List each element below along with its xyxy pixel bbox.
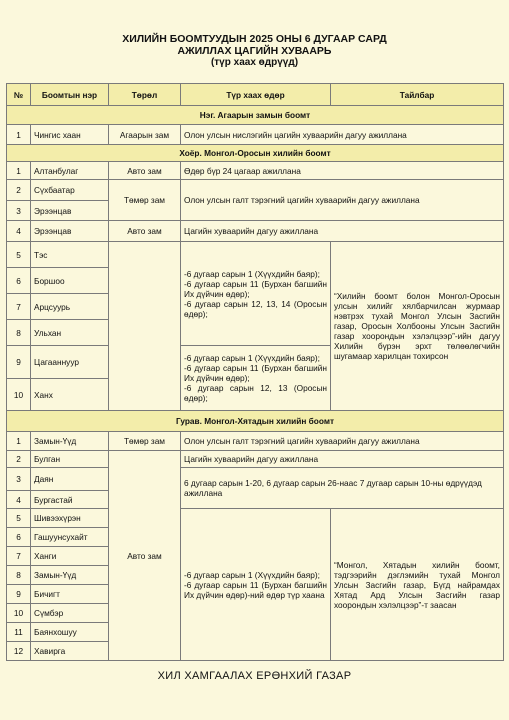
row-no: 6: [7, 268, 31, 294]
table-header-row: [7, 84, 504, 106]
row-no: 1: [7, 432, 31, 451]
closure-dates: -6 дугаар сарын 1 (Хүүхдийн баяр); -6 дугаар сарын 11 (Бурхан багшийн Их дүйчин өдөр); -6 дугаар сарын 12, 13 (Оросын өдөр);: [181, 346, 331, 411]
row-no: 8: [7, 566, 31, 585]
port-name: Бичигт: [31, 585, 109, 604]
schedule-table: [6, 83, 504, 661]
port-type: Агаарын зам: [109, 125, 181, 145]
row-no: 12: [7, 642, 31, 661]
port-name: Баянхошуу: [31, 623, 109, 642]
port-type: Авто зам: [109, 451, 181, 661]
table-row: [7, 125, 504, 145]
port-name: Шивээхүрэн: [31, 509, 109, 528]
header-no: №: [7, 84, 31, 106]
row-no: 5: [7, 509, 31, 528]
port-name: Алтанбулаг: [31, 162, 109, 180]
title-line-1: ХИЛИЙН БООМТУУДЫН 2025 ОНЫ 6 ДУГААР САРД: [122, 33, 387, 45]
port-type: Төмөр зам: [109, 432, 181, 451]
port-type: Авто зам: [109, 221, 181, 242]
header-note: Тайлбар: [331, 84, 504, 106]
row-no: 6: [7, 528, 31, 547]
row-no: 10: [7, 604, 31, 623]
table-row: [7, 451, 504, 468]
port-name: Эрээнцав: [31, 201, 109, 221]
port-name: Боршоо: [31, 268, 109, 294]
schedule-text: Цагийн хуваарийн дагуу ажиллана: [181, 221, 504, 242]
section-title-china: Гурав. Монгол-Хятадын хилийн боомт: [7, 411, 504, 432]
row-no: 1: [7, 162, 31, 180]
row-no: 1: [7, 125, 31, 145]
port-name: Сүмбэр: [31, 604, 109, 623]
document-title: [0, 33, 509, 69]
port-name: Ульхан: [31, 320, 109, 346]
port-note: “Монгол, Хятадын хилийн боомт, тэдгээрийн дэглэмийн тухай Монгол Улсын Засгийн газар, Бүгд найрамдах Хятад Ард Улсын Засгийн газар хоорондын хэлэлцээр”-т заасан: [331, 509, 504, 661]
row-no: 3: [7, 468, 31, 491]
row-no: 4: [7, 221, 31, 242]
port-name: Замын-Үүд: [31, 432, 109, 451]
table-row: [7, 432, 504, 451]
section-row: [7, 106, 504, 125]
port-name: Гашуунсухайт: [31, 528, 109, 547]
row-no: 2: [7, 451, 31, 468]
header-type: Төрөл: [109, 84, 181, 106]
port-name: Тэс: [31, 242, 109, 268]
section-title-air: Нэг. Агаарын замын боомт: [7, 106, 504, 125]
schedule-text: Олон улсын нислэгийн цагийн хуваарийн дагуу ажиллана: [181, 125, 504, 145]
table-row: [7, 468, 504, 491]
row-no: 7: [7, 547, 31, 566]
table-row: [7, 242, 504, 268]
row-no: 4: [7, 491, 31, 509]
port-name: Ханги: [31, 547, 109, 566]
port-type-empty: [109, 242, 181, 411]
port-name: Замын-Үүд: [31, 566, 109, 585]
row-no: 11: [7, 623, 31, 642]
schedule-text: Олон улсын галт тэрэгний цагийн хуваарийн дагуу ажиллана: [181, 180, 504, 221]
row-no: 8: [7, 320, 31, 346]
row-no: 7: [7, 294, 31, 320]
title-line-2: АЖИЛЛАХ ЦАГИЙН ХУВААРЬ: [177, 45, 332, 57]
schedule-text: Олон улсын галт тэрэгний цагийн хуваарийн дагуу ажиллана: [181, 432, 504, 451]
title-line-3: (түр хаах өдрүүд): [210, 57, 299, 68]
table-row: [7, 162, 504, 180]
row-no: 3: [7, 201, 31, 221]
row-no: 10: [7, 379, 31, 411]
header-name: Боомтын нэр: [31, 84, 109, 106]
port-name: Булган: [31, 451, 109, 468]
port-name: Хавирга: [31, 642, 109, 661]
port-name: Сүхбаатар: [31, 180, 109, 201]
section-title-russia: Хоёр. Монгол-Оросын хилийн боомт: [7, 145, 504, 162]
port-type: Төмөр зам: [109, 180, 181, 221]
footer-organization: ХИЛ ХАМГААЛАХ ЕРӨНХИЙ ГАЗАР: [157, 670, 352, 682]
schedule-text: 6 дугаар сарын 1-20, 6 дугаар сарын 26-наас 7 дугаар сарын 10-ны өдрүүдэд ажиллана: [181, 468, 504, 509]
port-name: Эрээнцав: [31, 221, 109, 242]
port-name: Арцсуурь: [31, 294, 109, 320]
port-name: Цагааннуур: [31, 346, 109, 379]
section-row: [7, 145, 504, 162]
schedule-text: Цагийн хуваарийн дагуу ажиллана: [181, 451, 504, 468]
row-no: 9: [7, 585, 31, 604]
port-name: Ханх: [31, 379, 109, 411]
port-note: “Хилийн боомт болон Монгол-Оросын улсын хилийг хялбарчилсан журмаар нэвтрэх тухай Монгол Улсын Засгийн газар, Оросын Холбооны Улсын Засгийн газар хоорондын хэлэлцээр”-ийн дагуу Хилийн бүрэн эрхт төлөөлөгчийн шугамаар харилцан тохирсон: [331, 242, 504, 411]
port-name: Чингис хаан: [31, 125, 109, 145]
section-row: [7, 411, 504, 432]
closure-dates: -6 дугаар сарын 1 (Хүүхдийн баяр); -6 дугаар сарын 11 (Бурхан багшийн Их дүйчин өдөр); -6 дугаар сарын 12, 13, 14 (Оросын өдөр);: [181, 242, 331, 346]
closure-dates: -6 дугаар сарын 1 (Хүүхдийн баяр); -6 дугаар сарын 11 (Бурхан багшийн Их дүйчин өдөр)-ний өдөр түр хаана: [181, 509, 331, 661]
port-name: Бургастай: [31, 491, 109, 509]
port-name: Даян: [31, 468, 109, 491]
row-no: 2: [7, 180, 31, 201]
table-row: [7, 180, 504, 201]
port-type: Авто зам: [109, 162, 181, 180]
table-row: [7, 221, 504, 242]
table-row: [7, 509, 504, 528]
schedule-text: Өдөр бүр 24 цагаар ажиллана: [181, 162, 504, 180]
header-closed: Түр хаах өдөр: [181, 84, 331, 106]
row-no: 5: [7, 242, 31, 268]
row-no: 9: [7, 346, 31, 379]
